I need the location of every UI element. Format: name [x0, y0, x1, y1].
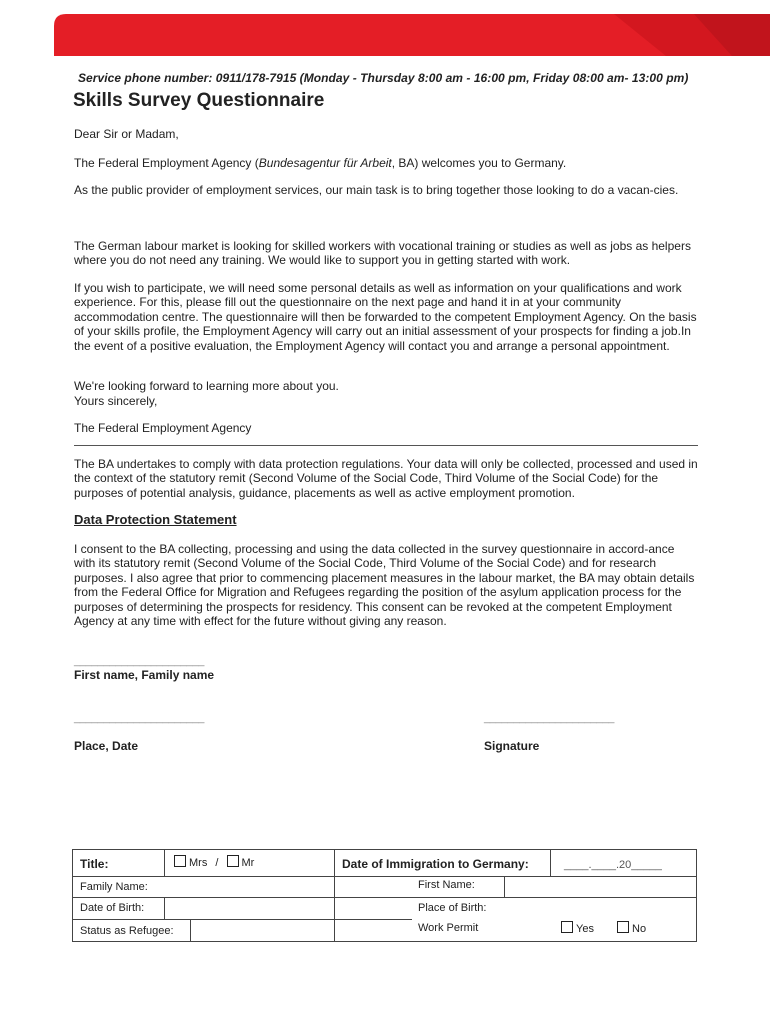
closing-line-1: We're looking forward to learning more about you.	[74, 379, 339, 393]
immigration-date-label: Date of Immigration to Germany:	[342, 857, 529, 871]
participation-paragraph: If you wish to participate, we will need some personal details as well as information on your qualifications and work experience. For this, please fill out the questionnaire on the next page and hand it in at your community accommodation centre. The questionnaire will then be forwarded to the competent Employment Agency. On the basis of your skills profile, the Employment Agency will carry out an initial assessment of your prospects for finding a job.In the event of a positive evaluation, the Employment Agency will contact you and arrange a personal appointment.	[74, 281, 697, 353]
agency-german-name: Bundesagentur für Arbeit	[258, 156, 392, 170]
date-of-birth-field[interactable]	[170, 900, 330, 916]
mr-checkbox[interactable]	[227, 855, 239, 867]
date-of-birth-label: Date of Birth:	[80, 902, 145, 914]
work-permit-no[interactable]: No	[617, 921, 646, 935]
place-date-blank[interactable]: ______________________	[74, 712, 205, 724]
header-banner	[54, 14, 770, 56]
name-blank[interactable]: ______________________	[74, 655, 205, 667]
no-checkbox[interactable]	[617, 921, 629, 933]
data-protection-statement: I consent to the BA collecting, processing and using the data collected in the survey questionnaire in accord-ance with its statutory remit (Second Volume of the Social Code, Third Volume of the Social Code) and for research purposes. I also agree that prior to commencing placement measures in the labour market, the BA may obtain details from the Federal Office for Migration and Refugees regarding the position of the asylum application process for the purposes of determining the prospects for residency. This consent can be revoked at the competent Employment Agency at any time with effect for the future without giving any reason.	[74, 542, 695, 629]
mission-paragraph: As the public provider of employment services, our main task is to bring together those looking to do a vacan-cies.	[74, 183, 679, 197]
closing-line-2: Yours sincerely,	[74, 394, 158, 408]
data-protection-heading: Data Protection Statement	[74, 512, 237, 527]
personal-details-form	[72, 849, 697, 942]
welcome-paragraph: The Federal Employment Agency (Bundesagentur für Arbeit, BA) welcomes you to Germany.	[74, 156, 567, 170]
data-protection-note: The BA undertakes to comply with data protection regulations. Your data will only be collected, processed and used in the context of the statutory remit (Second Volume of the Social Code, Third Volume of the Social Code) for the purposes of potential analysis, guidance, placements as well as active employment promotion.	[74, 457, 698, 500]
signature-blank[interactable]: ______________________	[484, 712, 615, 724]
labour-market-paragraph: The German labour market is looking for skilled workers with vocational training or studies as well as jobs as helpers where you do not need any training. We would like to support you in getting started with work.	[74, 239, 691, 268]
family-name-label: Family Name:	[80, 881, 148, 893]
first-name-label: First Name:	[418, 879, 475, 891]
signoff: The Federal Employment Agency	[74, 421, 252, 435]
work-permit-yes[interactable]: Yes	[561, 921, 594, 935]
greeting: Dear Sir or Madam,	[74, 127, 179, 141]
work-permit-label: Work Permit	[418, 922, 479, 934]
divider	[74, 445, 698, 446]
service-phone-number: Service phone number: 0911/178-7915 (Monday - Thursday 8:00 am - 16:00 pm, Friday 08:00 am- 13:00 pm)	[78, 71, 689, 85]
title-label: Title:	[80, 857, 109, 871]
immigration-date-field[interactable]: ____.____.20_____	[564, 859, 662, 871]
place-of-birth-label: Place of Birth:	[418, 902, 487, 914]
title-options: Mrs / Mr	[174, 855, 254, 869]
signature-label: Signature	[484, 739, 540, 753]
refugee-status-label: Status as Refugee:	[80, 925, 174, 937]
yes-checkbox[interactable]	[561, 921, 573, 933]
first-name-field[interactable]	[509, 879, 689, 895]
mrs-checkbox[interactable]	[174, 855, 186, 867]
place-date-label: Place, Date	[74, 739, 139, 753]
name-label: First name, Family name	[74, 668, 215, 682]
refugee-status-field[interactable]	[196, 922, 330, 938]
page-title: Skills Survey Questionnaire	[73, 90, 325, 111]
